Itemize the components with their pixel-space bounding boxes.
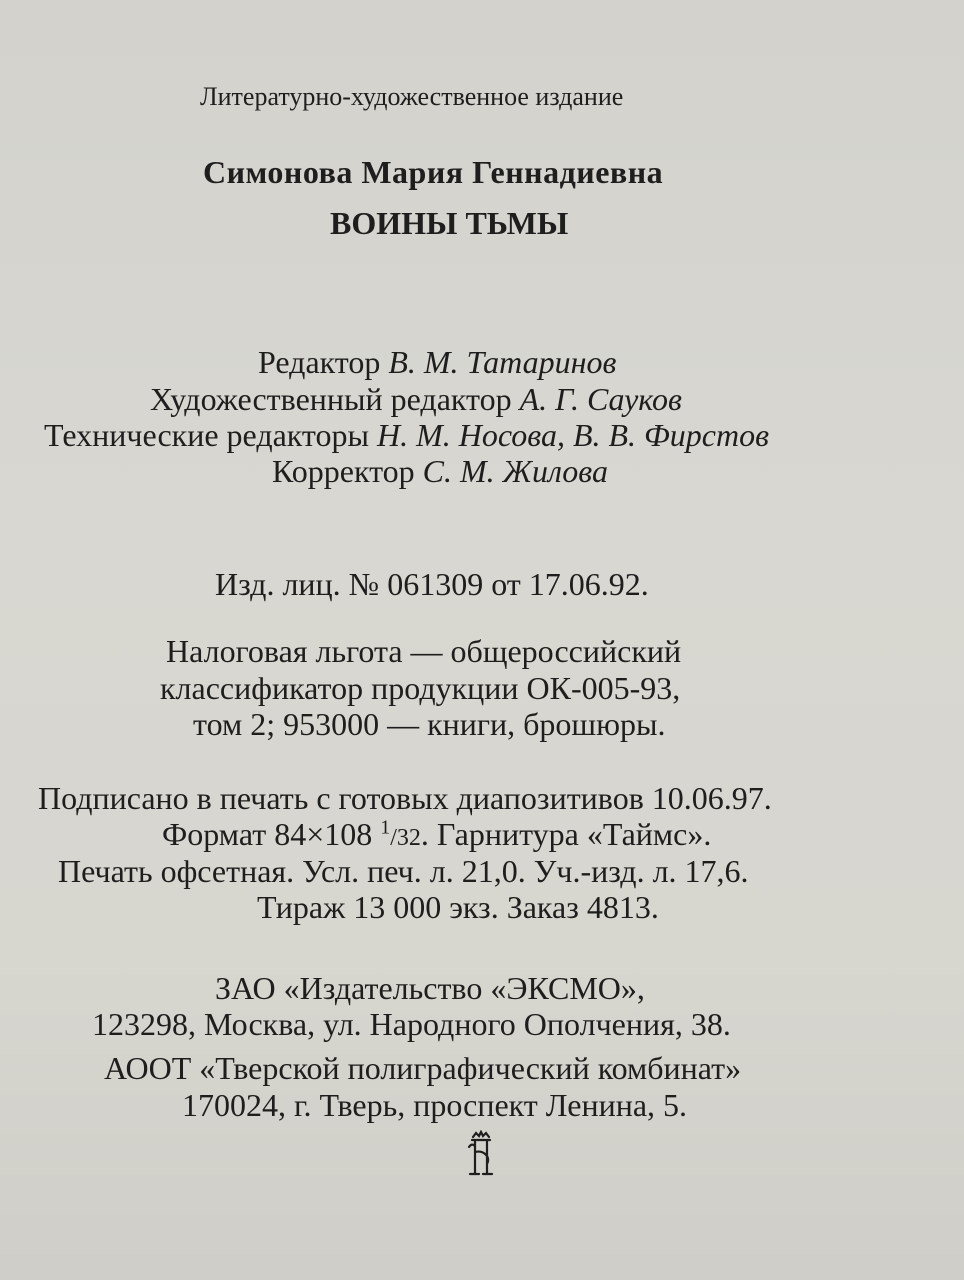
signed-line: Подписано в печать с готовых диапозитивов 10.06.97. <box>38 780 772 816</box>
tax-line-2: классификатор продукции ОК-005-93, <box>160 670 681 706</box>
format-fraction-num: 1 <box>380 816 391 839</box>
format-fraction-den: /32 <box>390 825 421 851</box>
author-name: Симонова Мария Геннадиевна <box>203 154 664 190</box>
publisher-name: ЗАО «Издательство «ЭКСМО», <box>215 970 645 1006</box>
credit-name: А. Г. Сауков <box>519 381 682 417</box>
tax-line-1: Налоговая льгота — общероссийский <box>166 633 682 669</box>
printer-address: 170024, г. Тверь, проспект Ленина, 5. <box>182 1087 688 1123</box>
credit-role: Технические редакторы <box>44 417 369 453</box>
tax-line-3: том 2; 953000 — книги, брошюры. <box>193 706 666 742</box>
format-line: Формат 84×108 $^1$/32. Гарнитура «Таймс». <box>162 816 712 852</box>
printing-house-monogram-icon <box>461 1130 501 1180</box>
credit-role: Редактор <box>258 344 381 380</box>
offset-line: Печать офсетная. Усл. печ. л. 21,0. Уч.-изд. л. 17,6. <box>58 853 749 889</box>
credit-name: Н. М. Носова, В. В. Фирстов <box>376 417 769 453</box>
printer-name: АООТ «Тверской полиграфический комбинат» <box>104 1050 742 1086</box>
credit-editor <box>258 344 616 381</box>
book-title: ВОИНЫ ТЬМЫ <box>330 205 569 241</box>
credit-name: С. М. Жилова <box>422 453 608 489</box>
credit-name: В. М. Татаринов <box>388 344 617 380</box>
credit-art-editor <box>150 381 682 418</box>
credit-corrector <box>272 453 608 490</box>
credit-tech-editors <box>44 417 769 454</box>
genre-line: Литературно-художественное издание <box>200 82 624 111</box>
credit-role: Художественный редактор <box>150 381 512 417</box>
license-line: Изд. лиц. № 061309 от 17.06.92. <box>215 566 649 602</box>
publisher-address: 123298, Москва, ул. Народного Ополчения, 38. <box>92 1006 731 1042</box>
run-line: Тираж 13 000 экз. Заказ 4813. <box>257 889 659 925</box>
credit-role: Корректор <box>272 453 415 489</box>
